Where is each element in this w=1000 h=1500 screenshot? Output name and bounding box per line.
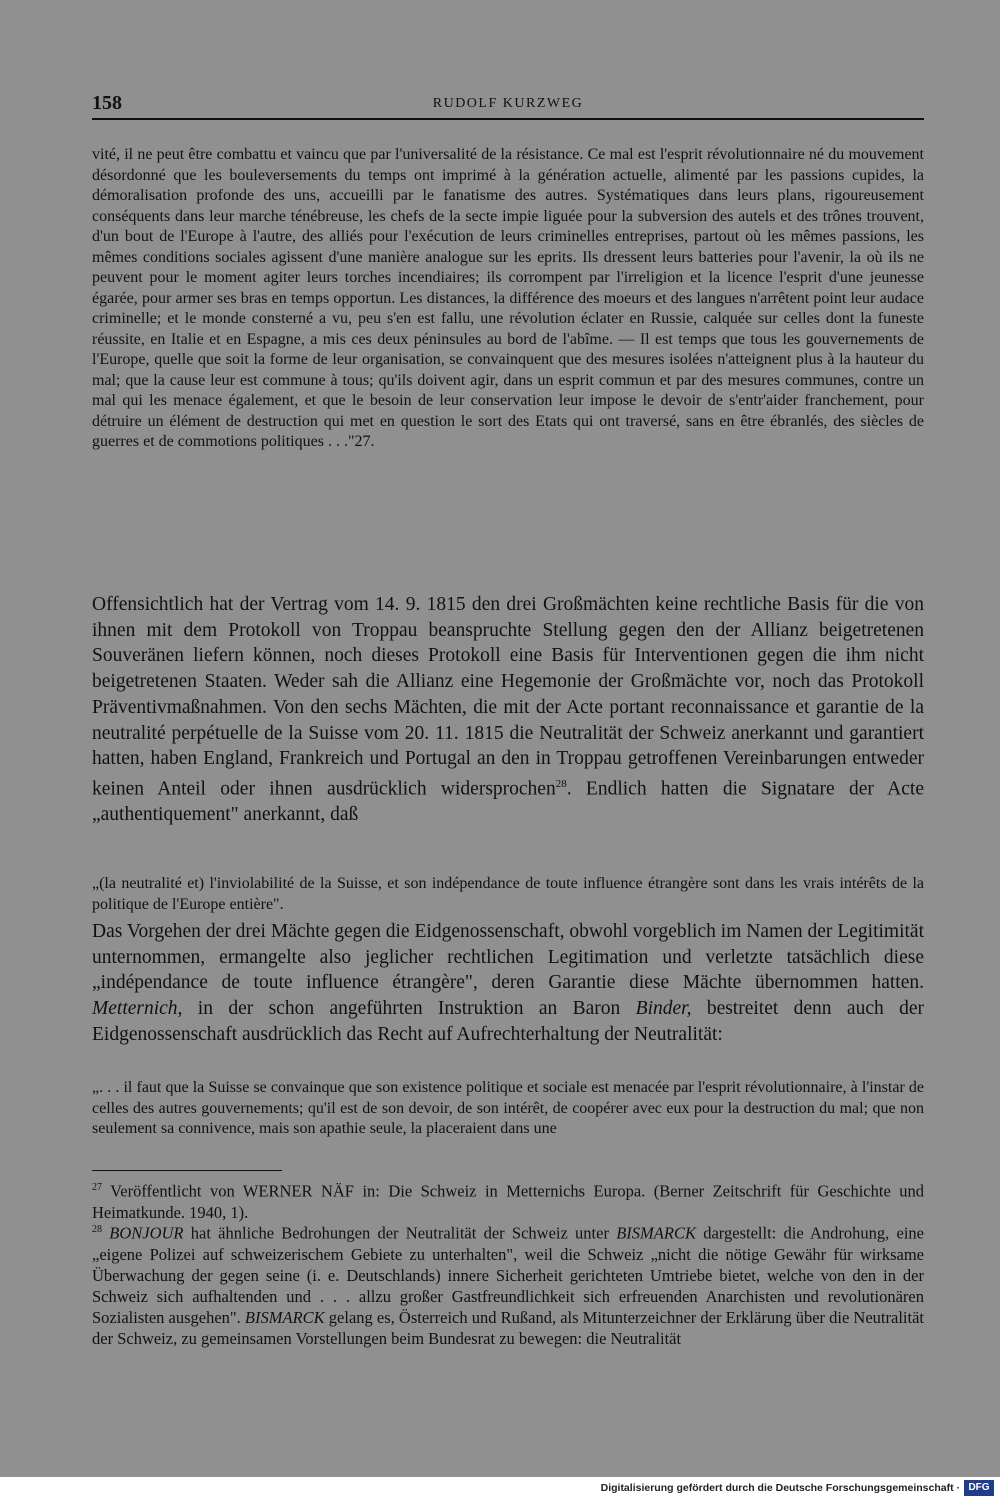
block-quote-french: vité, il ne peut être combattu et vaincu que par l'universalité de la résistance. Ce mal est l'esprit révolutionnaire né du mouvement désordonné que les bouleversements du temps ont imprimé à la génération actuelle, alimenté par les passions cupides, la démoralisation profonde des uns, accueilli par le fanatisme des autres. Systématiques dans leurs plans, rigoureusement conséquents dans leur marche ténébreuse, les chefs de la secte impie liguée pour la subversion des autels et des trônes trouvent, d'un bout de l'Europe à l'autre, des alliés pour l'exécution de leurs criminelles entreprises, partout où les mêmes passions, les mêmes conditions sociales agissent d'une manière analogue sur les eprits. Ils dressent leurs batteries pour l'avenir, la où ils ne peuvent pour le moment agiter leurs torches incendiaires; ils corrompent par l'irreligion et la licence l'esprit d'une jeunesse égarée, pour armer ses bras en temps opportun. Les distances, la différence des moeurs et des langues n'arrêtent point leur audace criminelle; et le monde consterné a vu, peu s'en est fallu, une révolution éclater en Russie, calquée sur celles dont la funeste réussite, en Italie et en Espagne, a mis ces deux péninsules au bord de l'abîme. — Il est temps que tous les gouvernements de l'Europe, quelle que soit la forme de leur organisation, se convainquent que des mesures isolées n'atteignent plus à la hauteur du mal; que la cause leur est commune à tous; qu'ils doivent agir, dans un esprit commun et par des mesures communes, contre un mal qui les menace également, et que le besoin de leur conservation leur impose le devoir de s'entr'aider franchement, pour détruire un élément de destruction qui met en question le sort des Etats qui ont traversé, sans en être ébranlés, des siècles de guerres et de commotions politiques . . ."27. [92, 146, 924, 450]
footnote-reference: 28 [555, 777, 567, 790]
footnote-number: 27 [92, 1182, 102, 1193]
author-name-italic: BISMARCK [244, 1307, 325, 1327]
body-text: . Endlich hatten die Signatare der Acte „authentiquement" anerkannt, daß [92, 778, 924, 826]
person-name-italic: Binder, [635, 998, 692, 1020]
footnote-text: dargestellt: die Androhung, eine „eigene Polizei auf schweizerischem Gebiete zu unterhalten", weil die Schweiz „nicht die nötige Gewähr für wirksame Überwachung der gegen seine (i. e. Deutschlands) innere Sicherheit gerichteten Umtriebe bietet, welche von den in der Schweiz sich aufhaltenden und . . . allzu großer Gastfreundlichkeit sich erfreuenden Anarchisten und revolutionären Sozialisten ausgehen". [92, 1223, 925, 1327]
person-name-italic: Metternich, [92, 998, 183, 1020]
footnote-text: hat ähnliche Bedrohungen der Neutralität der Schweiz unter [183, 1223, 617, 1243]
body-text: bestreitet denn auch der Eidgenossenschaft ausdrücklich das Recht auf Aufrechterhaltung der Neutralität: [92, 998, 924, 1045]
author-name-italic: BISMARCK [616, 1223, 696, 1243]
digitization-footer [0, 1477, 1000, 1500]
author-name-italic: BONJOUR [109, 1223, 184, 1243]
dfg-logo-icon: DFG [964, 1480, 994, 1496]
page-number: 158 [92, 92, 122, 114]
footnote-text: gelang es, Österreich und Rußand, als Mitunterzeichner der Erklärung über die Neutralität der Schweiz, zu gemeinsamen Vorstellungen beim Bundesrat zu bewegen: die Neutralität [92, 1307, 924, 1348]
footnote-rule [92, 1170, 282, 1171]
body-paragraph [92, 919, 924, 1048]
footnote-number: 28 [92, 1224, 102, 1235]
footnote-28 [92, 1219, 924, 1349]
footnote-27 [92, 1177, 924, 1223]
running-head: RUDOLF KURZWEG [432, 96, 584, 111]
body-paragraph [92, 592, 924, 828]
body-text: Offensichtlich hat der Vertrag vom 14. 9. 1815 den drei Großmächten keine rechtliche Basis für die von ihnen mit dem Protokoll von Troppau beanspruchte Stellung gegen den der Allianz beigetretenen Souveränen liefern können, noch dieses Protokoll eine Basis für Interventionen gegen die ihm nicht beigetretenen Staaten. Weder sah die Allianz eine Hegemonie der Großmächte vor, noch das Protokoll Präventivmaßnahmen. Von den sechs Mächten, die mit der Acte portant reconnaissance et garantie de la neutralité perpétuelle de la Suisse vom 20. 11. 1815 die Neutralität der Schweiz anerkannt und garantiert hatten, haben England, Frankreich und Portugal an den in Troppau getroffenen Vereinbarungen entweder keinen Anteil oder ihnen ausdrücklich widersprochen [92, 594, 924, 800]
block-quote-french: „. . . il faut que la Suisse se convainque que son existence politique et sociale est menacée par l'esprit révolutionnaire, à l'instar de celles des autres gouvernements; qu'il est de son devoir, de son intérêt, de coopérer avec eux pour la destruction du mal; que non seulement sa connivence, mais son apathie seule, la placeraient dans une [92, 1079, 924, 1137]
body-text: in der schon angeführten Instruktion an Baron [182, 998, 636, 1020]
footnote-text: Veröffentlicht von WERNER NÄF in: Die Schweiz in Metternichs Europa. (Berner Zeitschrift für Geschichte und Heimatkunde. 1940, 1). [92, 1181, 924, 1222]
funding-credit: Digitalisierung gefördert durch die Deutsche Forschungsgemeinschaft · [600, 1482, 960, 1494]
page-header [92, 92, 924, 120]
block-quote-french: „(la neutralité et) l'inviolabilité de la Suisse, et son indépendance de toute influence étrangère sont dans les vrais intérêts de la politique de l'Europe entière". [92, 875, 924, 913]
body-text: Das Vorgehen der drei Mächte gegen die Eidgenossenschaft, obwohl vorgeblich im Namen der Legitimität unternommen, ermangelte also jeglicher rechtlichen Legitimation und verletzte tatsächlich diese „indépendance de toute influence étrangère", deren Garantie diese Mächte übernommen hatten. [92, 921, 924, 994]
